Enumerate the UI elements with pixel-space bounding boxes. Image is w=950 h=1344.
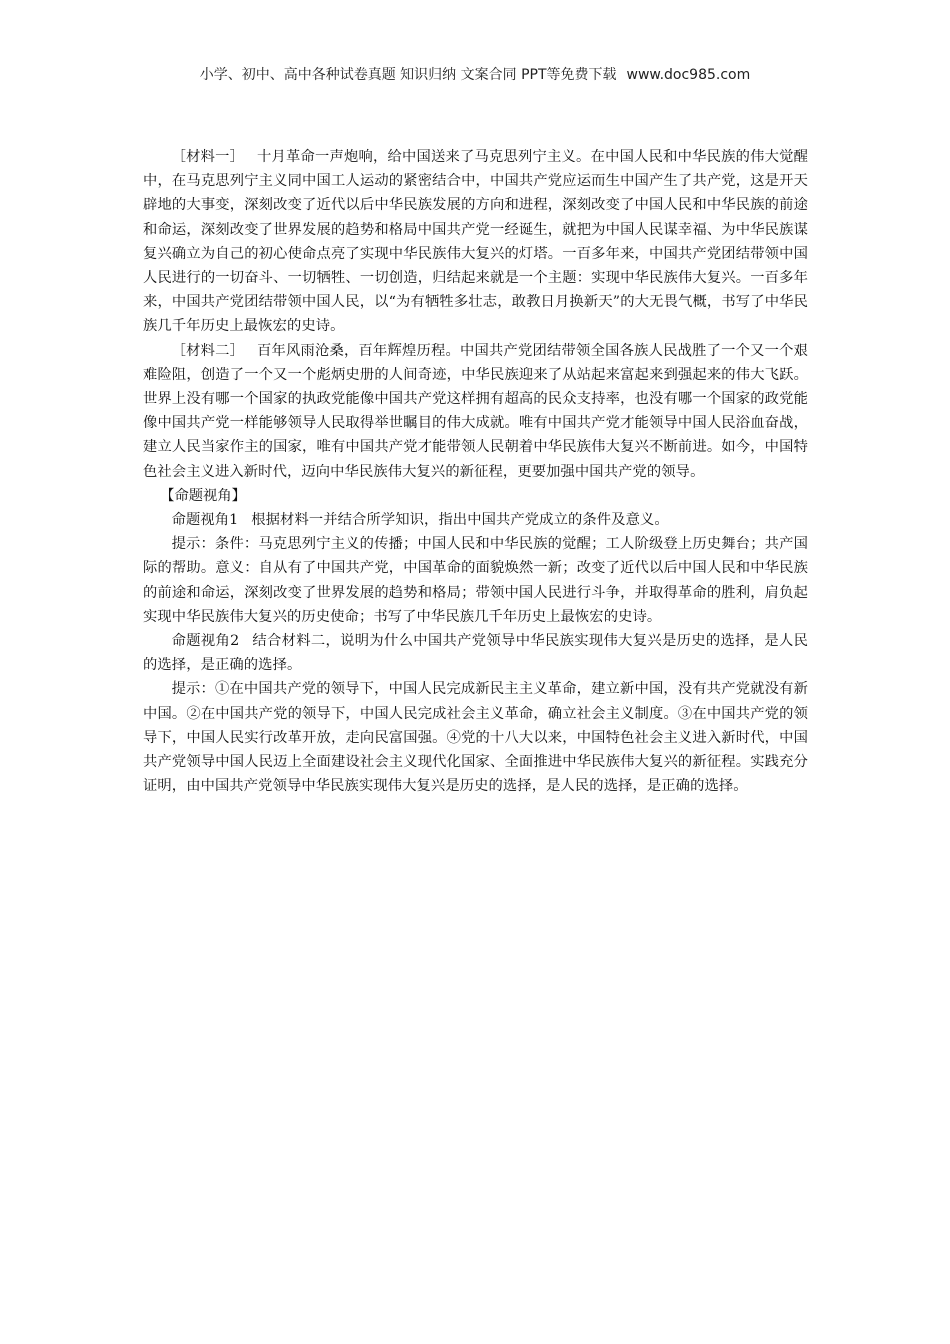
material-one-tag: ［材料一］ <box>171 149 245 165</box>
material-one-text: 十月革命一声炮响，给中国送来了马克思列宁主义。在中国人民和中华民族的伟大觉醒中，在马克思列宁主义同中国工人运动的紧密结合中，中国共产党应运而生中国产生了共产党，这是开天辟地的大事变，深刻改变了近代以后中华民族发展的方向和进程，深刻改变了中国人民和中华民族的前途和命运，深刻改变了世界发展的趋势和格局中国共产党一经诞生，就把为中国人民谋幸福、为中华民族谋复兴确立为自己的初心使命点亮了实现中华民族伟大复兴的灯塔。一百多年来，中国共产党团结带领中国人民进行的一切奋斗、一切牺牲、一切创造，归结起来就是一个主题：实现中华民族伟大复兴。一百多年来，中国共产党团结带领中国人民，以“为有牺牲多壮志，敢教日月换新天”的大无畏气概，书写了中华民族几千年历史上最恢宏的史诗。 <box>143 149 809 335</box>
question-one-tag: 命题视角1 <box>171 512 239 529</box>
header-text: 小学、初中、高中各种试卷真题 知识归纳 文案合同 PPT等免费下载 <box>199 67 617 83</box>
document-body <box>143 145 808 798</box>
material-two-text: 百年风雨沧桑，百年辉煌历程。中国共产党团结带领全国各族人民战胜了一个又一个艰难险阻，创造了一个又一个彪炳史册的人间奇迹，中华民族迎来了从站起来富起来到强起来的伟大飞跃。世界上没有哪一个国家的执政党能像中国共产党这样拥有超高的民众支持率，也没有哪一个国家的政党能像中国共产党一样能够领导人民取得举世瞩目的伟大成就。唯有中国共产党才能领导中国人民浴血奋战，建立人民当家作主的国家，唯有中国共产党才能带领人民朝着中华民族伟大复兴不断前进。如今，中国特色社会主义进入新时代，迈向中华民族伟大复兴的新征程，更要加强中国共产党的领导。 <box>143 342 809 480</box>
question-two-tag: 命题视角2 <box>171 633 240 650</box>
question-one-text: 根据材料一并结合所学知识，指出中国共产党成立的条件及意义。 <box>251 512 669 529</box>
question-two-text: 结合材料二，说明为什么中国共产党领导中华民族实现伟大复兴是历史的选择，是人民的选择，是正确的选择。 <box>143 633 808 674</box>
material-one-paragraph <box>143 145 808 339</box>
material-two-paragraph <box>143 339 808 484</box>
section-title: 【命题视角】 <box>160 487 246 504</box>
material-two-tag: ［材料二］ <box>171 342 245 359</box>
page-header <box>0 64 950 86</box>
question-two-paragraph <box>143 629 808 677</box>
hint-one-paragraph: 提示：条件：马克思列宁主义的传播；中国人民和中华民族的觉醒；工人阶级登上历史舞台；共产国际的帮助。意义：自从有了中国共产党，中国革命的面貌焕然一新；改变了近代以后中国人民和中华民族的前途和命运，深刻改变了世界发展的趋势和格局；带领中国人民进行斗争，并取得革命的胜利，肩负起实现中华民族伟大复兴的历史使命；书写了中华民族几千年历史上最恢宏的史诗。 <box>143 536 808 625</box>
question-one-paragraph <box>143 508 808 532</box>
hint-two-paragraph: 提示：①在中国共产党的领导下，中国人民完成新民主主义革命，建立新中国，没有共产党就没有新中国。②在中国共产党的领导下，中国人民完成社会主义革命，确立社会主义制度。③在中国共产党的领导下，中国人民实行改革开放，走向民富国强。④党的十八大以来，中国特色社会主义进入新时代，中国共产党领导中国人民迈上全面建设社会主义现代化国家、全面推进中华民族伟大复兴的新征程。实践充分证明，由中国共产党领导中华民族实现伟大复兴是历史的选择，是人民的选择，是正确的选择。 <box>143 681 808 795</box>
header-url: www.doc985.com <box>626 67 751 83</box>
